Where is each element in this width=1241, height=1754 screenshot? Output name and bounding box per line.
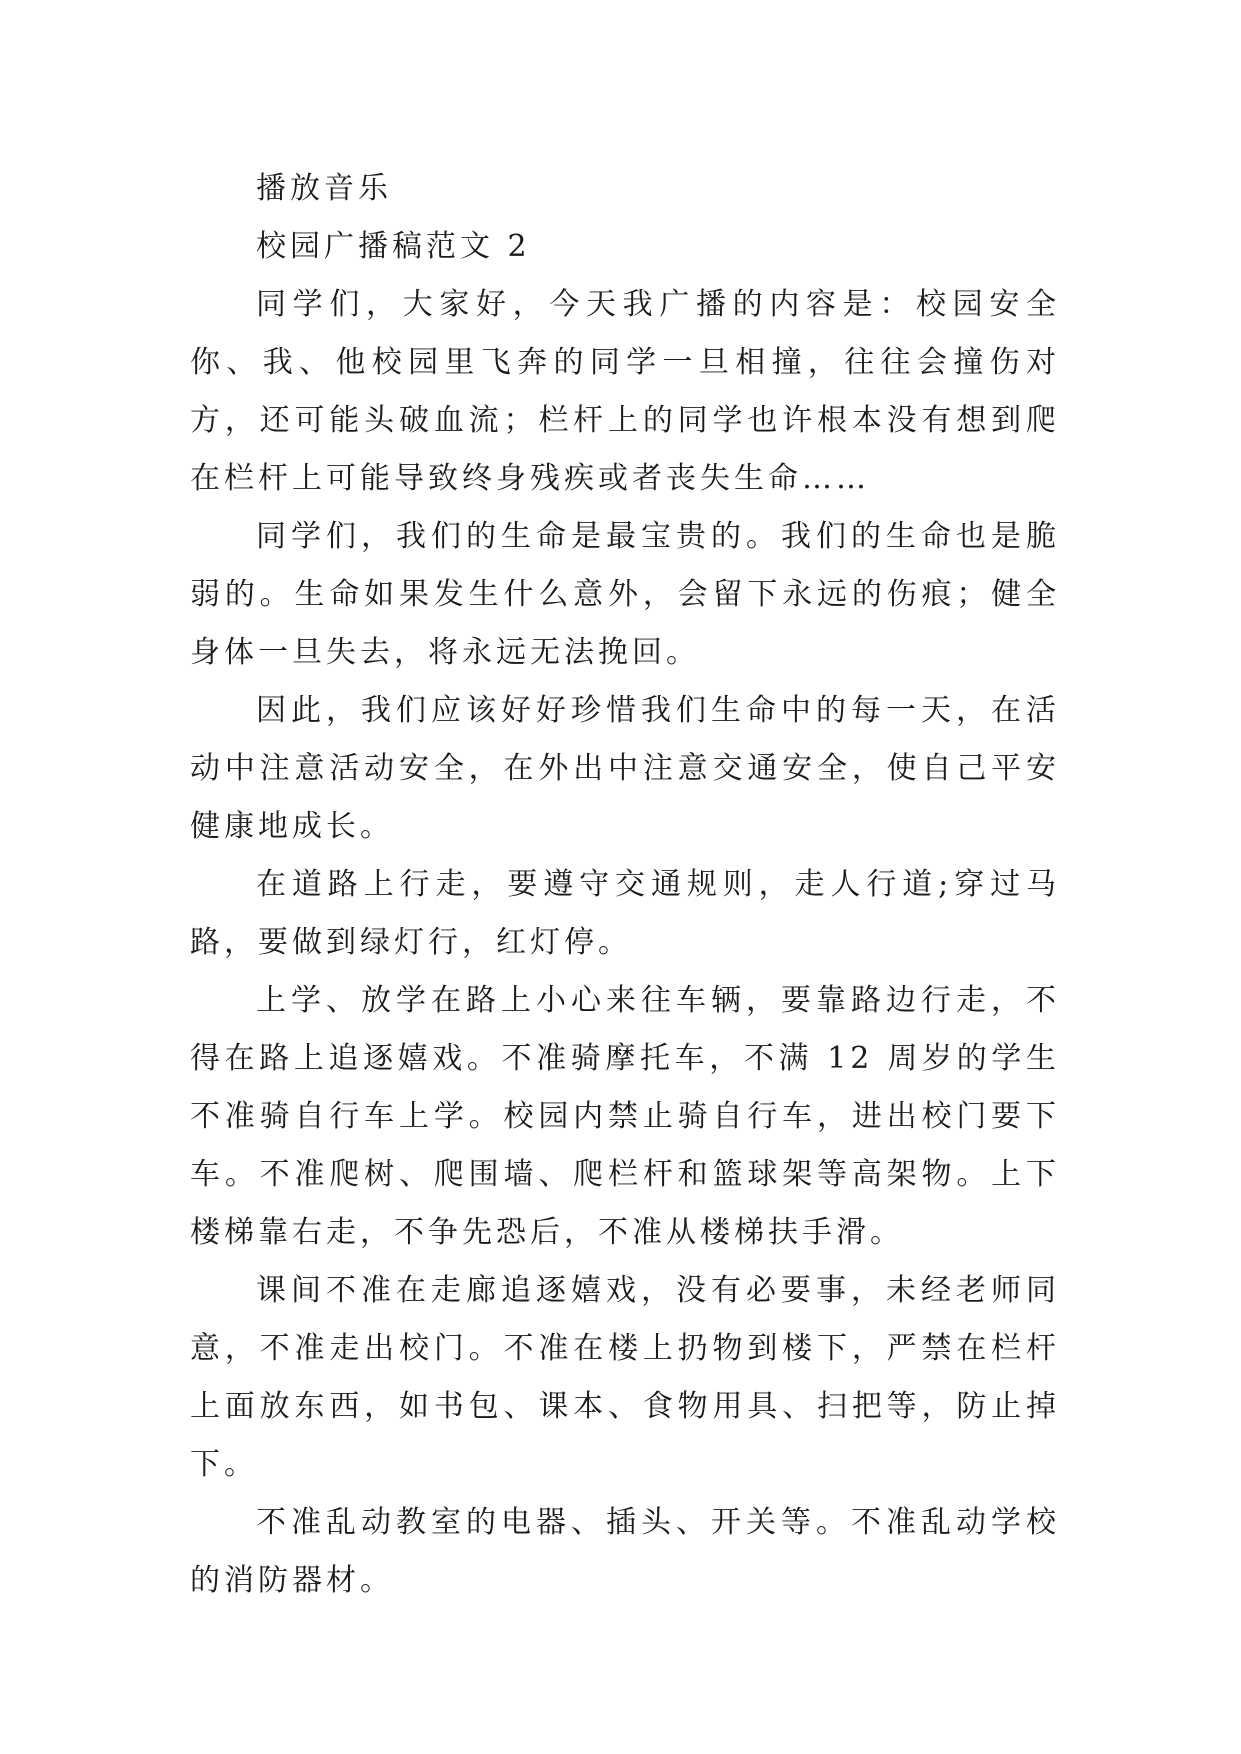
paragraph-5: 上学、放学在路上小心来往车辆，要靠路边行走，不得在路上追逐嬉戏。不准骑摩托车，不满 12 周岁的学生不准骑自行车上学。校园内禁止骑自行车，进出校门要下车。不准爬树、爬围墙、爬栏杆和篮球架等高架物。上下楼梯靠右走，不争先恐后，不准从楼梯扶手滑。	[190, 983, 1060, 1250]
paragraph-3: 因此，我们应该好好珍惜我们生命中的每一天，在活动中注意活动安全，在外出中注意交通安全，使自己平安健康地成长。	[190, 693, 1060, 844]
paragraph-2: 同学们，我们的生命是最宝贵的。我们的生命也是脆弱的。生命如果发生什么意外，会留下永远的伤痕；健全身体一旦失去，将永远无法挽回。	[190, 519, 1060, 670]
music-line: 播放音乐	[256, 171, 392, 206]
paragraph-7: 不准乱动教室的电器、插头、开关等。不准乱动学校的消防器材。	[190, 1505, 1060, 1598]
paragraph-1: 同学们，大家好，今天我广播的内容是：校园安全你、我、他校园里飞奔的同学一旦相撞，往往会撞伤对方，还可能头破血流；栏杆上的同学也许根本没有想到爬在栏杆上可能导致终身残疾或者丧失生命……	[190, 287, 1060, 496]
paragraph-4: 在道路上行走，要遵守交通规则，走人行道;穿过马路，要做到绿灯行，红灯停。	[190, 867, 1060, 960]
document-body	[190, 160, 1060, 1610]
paragraph-6: 课间不准在走廊追逐嬉戏，没有必要事，未经老师同意，不准走出校门。不准在楼上扔物到楼下，严禁在栏杆上面放东西，如书包、课本、食物用具、扫把等，防止掉下。	[190, 1273, 1060, 1482]
section-title: 校园广播稿范文 2	[256, 229, 531, 264]
